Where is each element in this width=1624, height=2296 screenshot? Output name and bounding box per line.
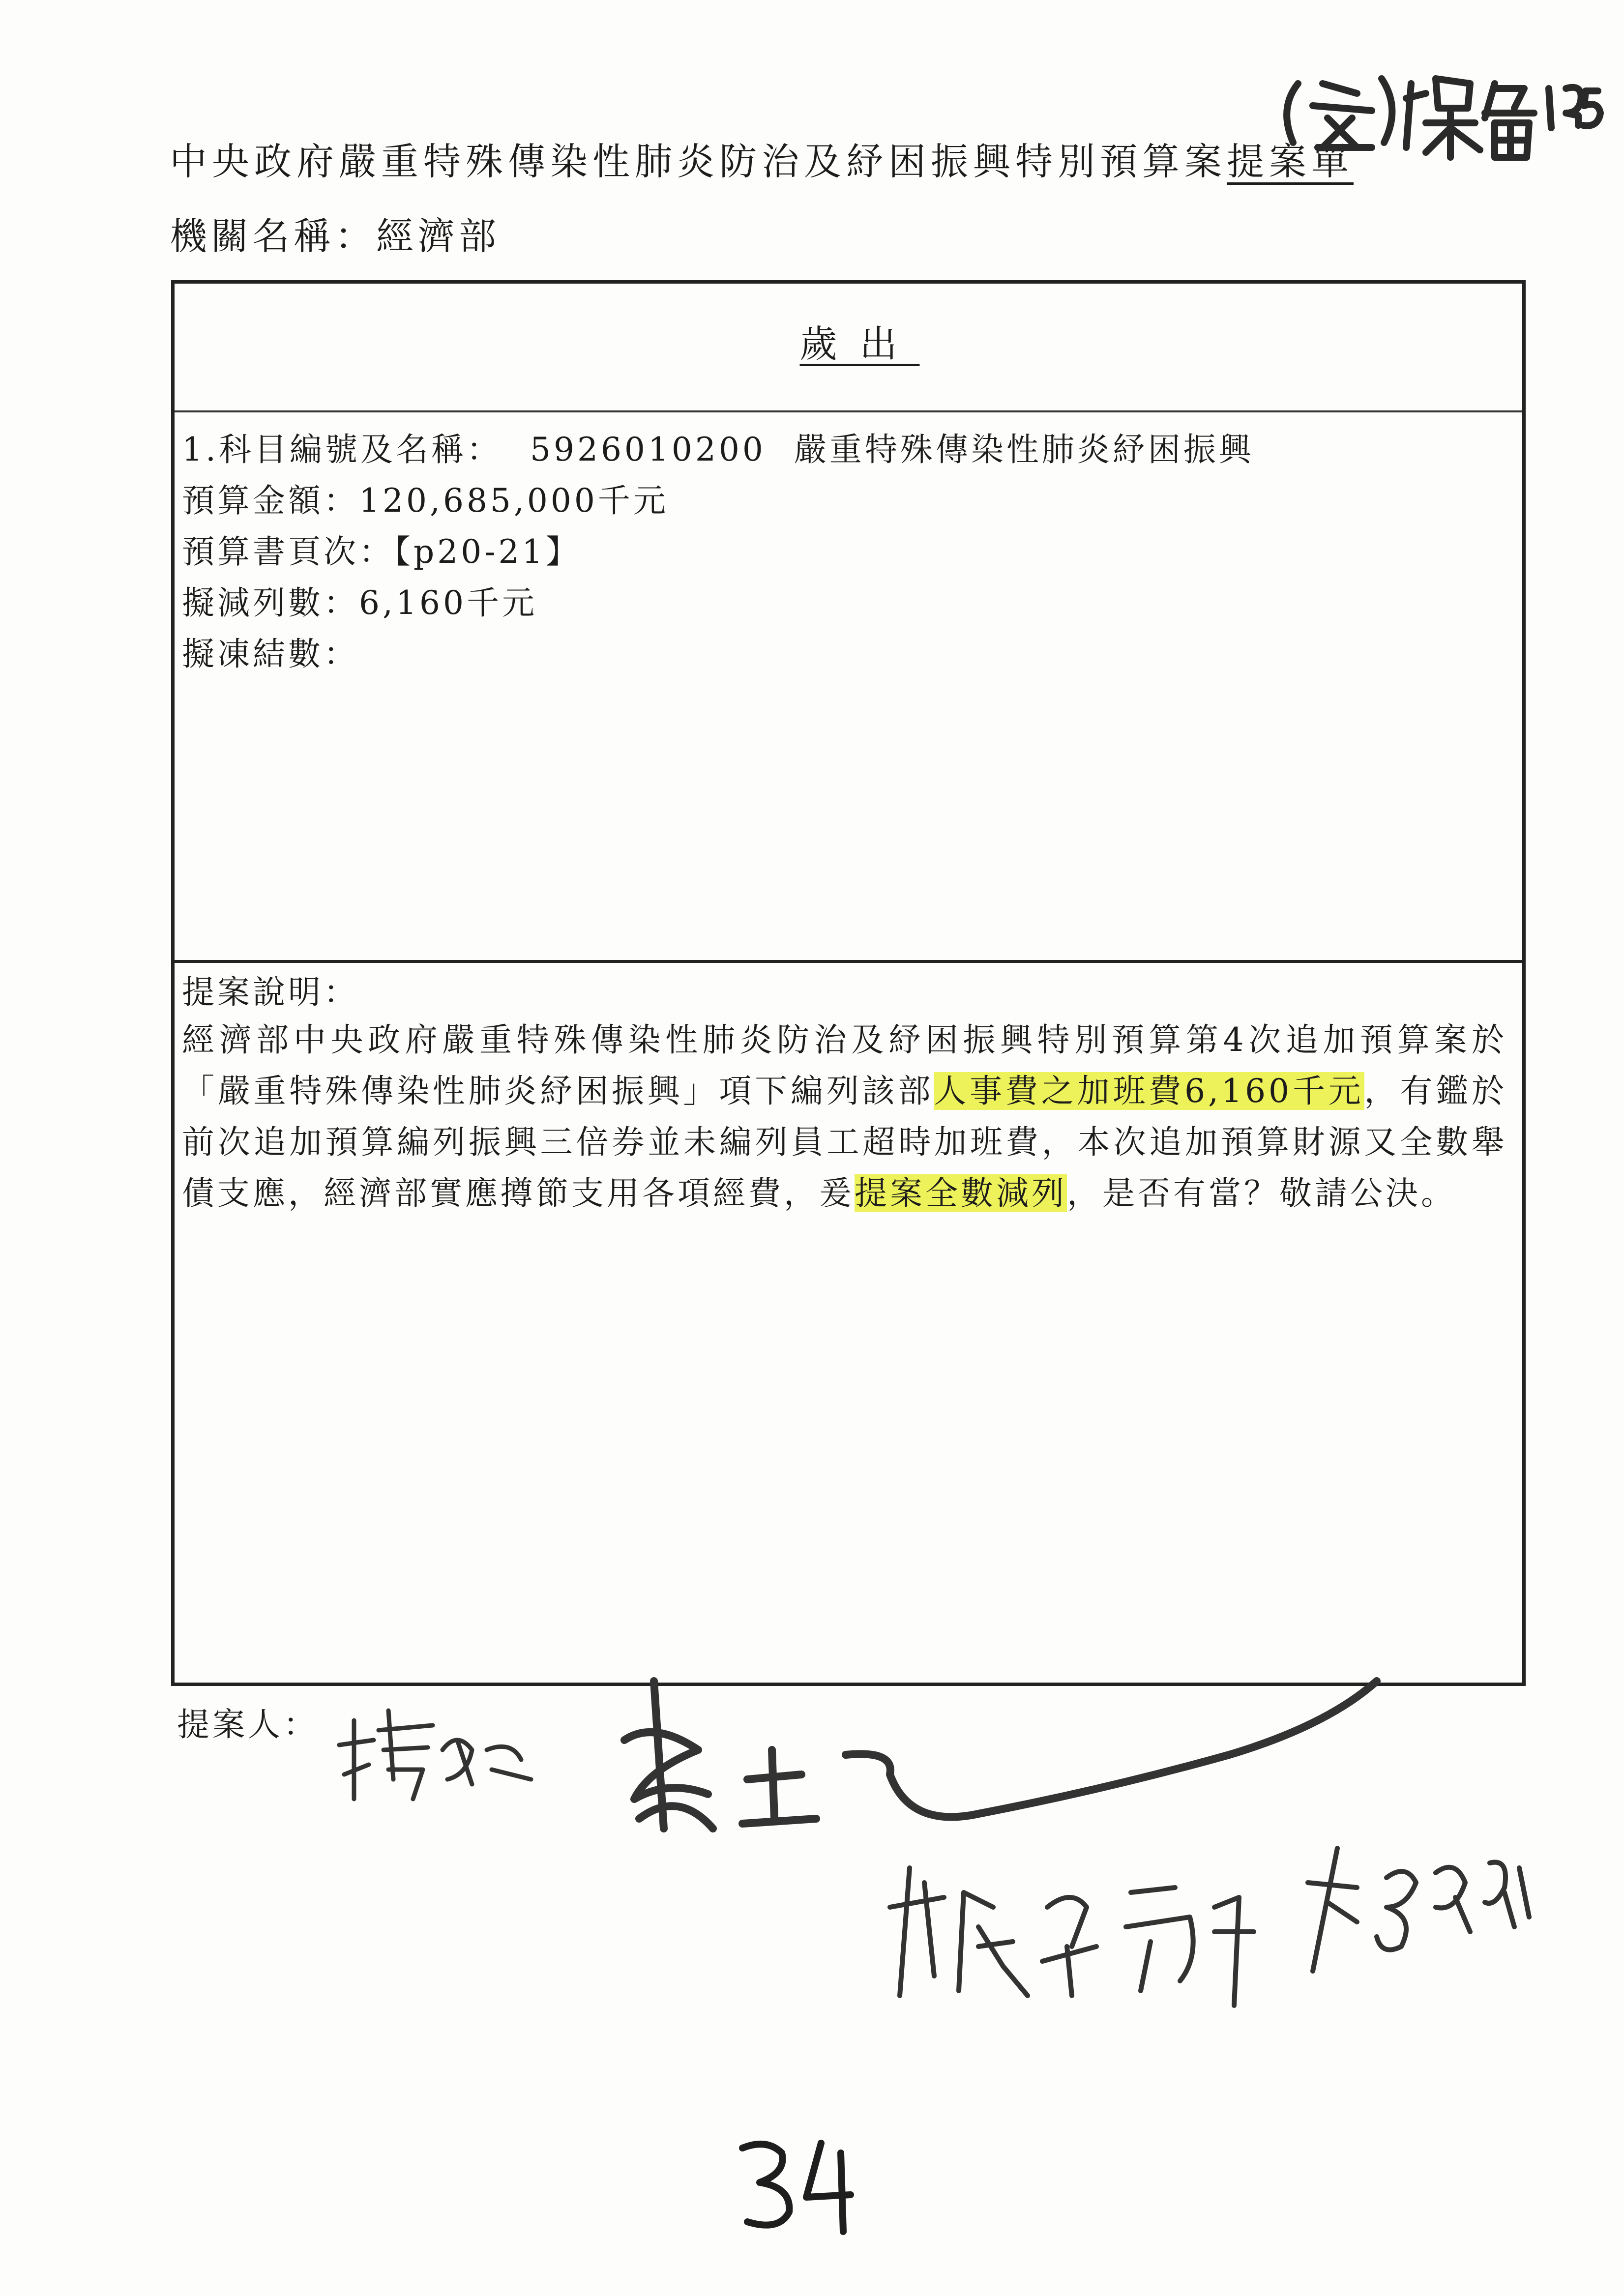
item-code-line [182, 423, 1254, 470]
highlighted-full-cut: 提案全數減列 [855, 1174, 1067, 1212]
description-text-1: 經濟部中央政府嚴重特殊傳染性肺炎防治及紓困振興特別預算第4次追加預算案於「嚴重特殊傳染性肺炎紓困振興」項下編列該部 [182, 1021, 1507, 1110]
item-code-label: 1.科目編號及名稱： [182, 431, 502, 468]
proposer-label: 提案人： [177, 1706, 319, 1744]
document-title-main: 中央政府嚴重特殊傳染性肺炎防治及紓困振興特別預算案 [170, 140, 1227, 183]
item-name: 嚴重特殊傳染性肺炎紓困振興 [794, 431, 1254, 468]
budget-amount: 120,685,000千元 [359, 482, 669, 520]
item-code: 5926010200 [530, 431, 766, 468]
agency-name: 經濟部 [376, 214, 500, 258]
cut-amount: 6,160千元 [359, 584, 537, 622]
document-title-suffix: 提案單 [1227, 140, 1354, 183]
description-heading: 提案說明： [182, 973, 359, 1011]
page-ref-label: 預算書頁次： [182, 533, 394, 571]
document-title [170, 132, 1354, 185]
budget-item-block [175, 412, 1522, 963]
description-body [182, 1015, 1507, 1219]
freeze-amount-label: 擬凍結數： [182, 635, 359, 673]
description-text-2: ，有鑑於前次追加預算編列振興三倍券並未編列員工超時加班費，本次追加預算財源又全數舉債支應，經濟部實應撙節支用各項經費，爰 [182, 1072, 1507, 1212]
section-header [175, 284, 1522, 412]
page-ref: 【p20-21】 [394, 533, 581, 571]
cut-amount-line [182, 577, 537, 623]
highlighted-overtime-cost: 人事費之加班費6,160千元 [934, 1072, 1364, 1110]
freeze-amount-line [182, 628, 359, 674]
proposal-form [171, 280, 1526, 1686]
budget-amount-line [182, 474, 669, 521]
section-heading: 歲出 [799, 322, 920, 366]
description-text-3: ，是否有當？敬請公決。 [1067, 1174, 1456, 1212]
page-ref-line [182, 525, 581, 572]
budget-amount-label: 預算金額： [182, 482, 359, 520]
agency-line [170, 206, 500, 260]
cut-amount-label: 擬減列數： [182, 584, 359, 622]
description-block [175, 963, 1522, 1683]
agency-label: 機關名稱： [170, 214, 376, 258]
